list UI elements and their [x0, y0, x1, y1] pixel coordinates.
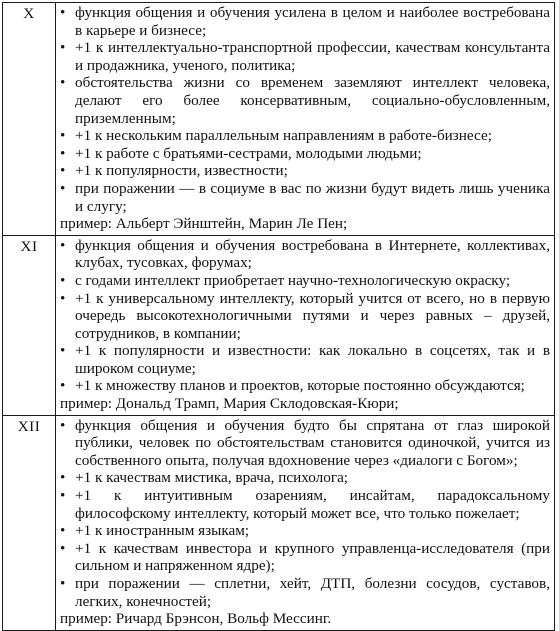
row-content — [56, 235, 555, 415]
list-item: • +1 к иностранным языкам; — [60, 522, 550, 540]
bullet-list — [60, 237, 550, 395]
row-content — [56, 3, 555, 236]
table-row-x — [3, 3, 555, 236]
list-item: • +1 к популярности и известности: как локально в соцсетях, так и в широком социуме; — [60, 342, 550, 377]
table-row-xi — [3, 235, 555, 415]
house-description-table — [2, 2, 555, 631]
row-number: XI — [3, 235, 56, 415]
row-number: X — [3, 3, 56, 236]
list-item: • при поражении — в социуме в вас по жизни будут видеть лишь ученика и слугу; — [60, 180, 550, 215]
list-item: • +1 к универсальному интеллекту, который учится от всего, но в первую очередь высокотехнологичными путями и через равных – друзей, сотрудников, в компании; — [60, 290, 550, 343]
list-item: • с годами интеллект приобретает научно-технологическую окраску; — [60, 272, 550, 290]
table-row-xii — [3, 415, 555, 630]
row-content — [56, 415, 555, 630]
list-item: • +1 к качествам инвестора и крупного управленца-исследователя (при сильном и напряженном ядре); — [60, 540, 550, 575]
bullet-list — [60, 4, 550, 215]
list-item: • функция общения и обучения востребована в Интернете, коллективах, клубах, тусовках, форумах; — [60, 237, 550, 272]
list-item: • +1 к работе с братьями-сестрами, молодыми людьми; — [60, 145, 550, 163]
list-item: • при поражении — сплетни, хейт, ДТП, болезни сосудов, суставов, легких, конечностей; — [60, 575, 550, 610]
example-line: пример: Дональд Трамп, Мария Склодовская-Кюри; — [60, 395, 399, 413]
list-item: • обстоятельства жизни со временем заземляют интеллект человека, делают его более консервативным, социально-обусловленным, приземленным; — [60, 74, 550, 127]
list-item: • +1 к интеллектуально-транспортной профессии, качествам консультанта и продажника, ученого, политика; — [60, 39, 550, 74]
list-item: • +1 к качествам мистика, врача, психолога; — [60, 469, 550, 487]
example-line: пример: Альберт Эйнштейн, Марин Ле Пен; — [60, 215, 348, 233]
list-item: • функция общения и обучения усилена в целом и наиболее востребована в карьере и бизнесе; — [60, 4, 550, 39]
list-item: • функция общения и обучения будто бы спрятана от глаз широкой публики, человек по обстоятельствам становится одиночкой, учится из собственного опыта, получая вдохновение через «диалоги с Богом»; — [60, 417, 550, 470]
bullet-list — [60, 417, 550, 611]
row-number: XII — [3, 415, 56, 630]
list-item: • +1 к нескольким параллельным направлениям в работе-бизнесе; — [60, 127, 550, 145]
list-item: • +1 к множеству планов и проектов, которые постоянно обсуждаются; — [60, 377, 550, 395]
list-item: • +1 к популярности, известности; — [60, 162, 550, 180]
example-line: пример: Ричард Брэнсон, Вольф Мессинг. — [60, 610, 332, 628]
list-item: • +1 к интуитивным озарениям, инсайтам, парадоксальному философскому интеллекту, который может все, что только пожелает; — [60, 487, 550, 522]
